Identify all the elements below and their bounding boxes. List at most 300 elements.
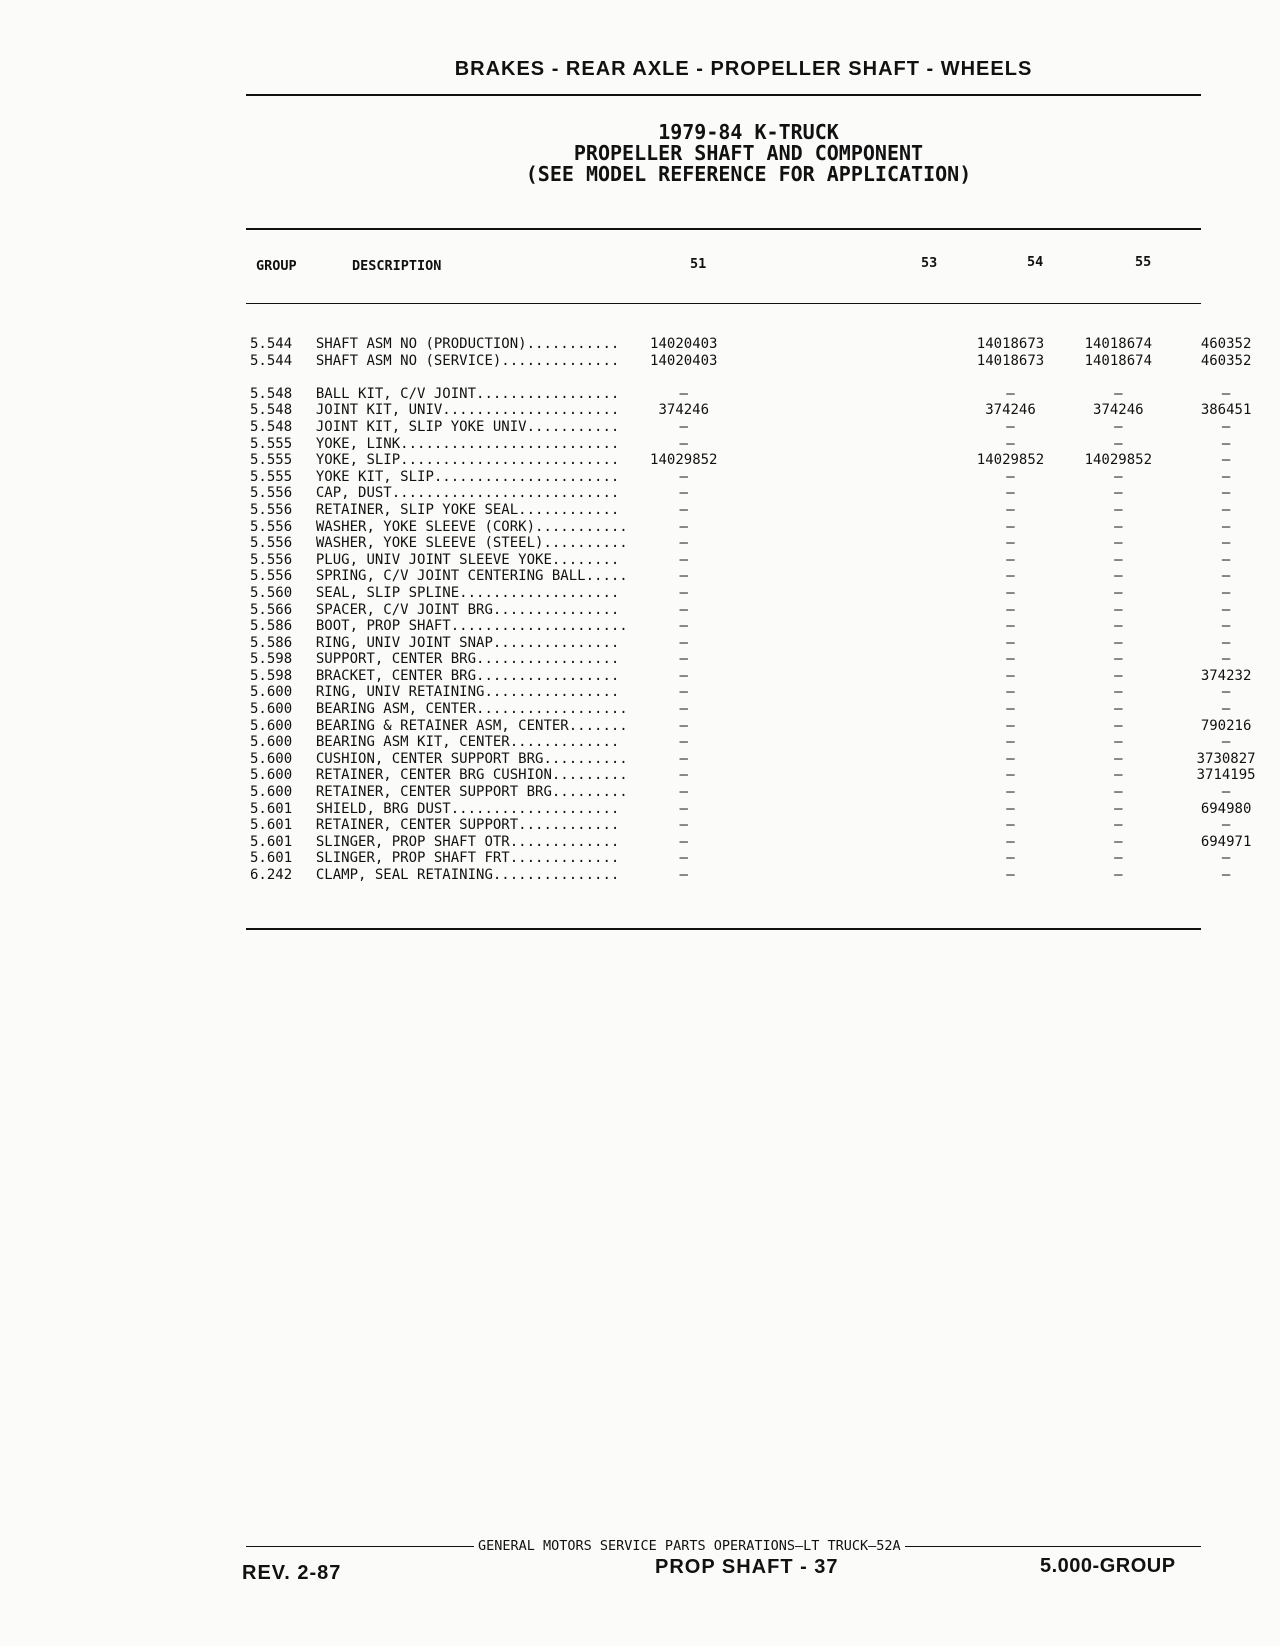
model-51-cell-text: — xyxy=(679,717,688,734)
description-cell xyxy=(316,568,648,585)
description-cell-text: SLINGER, PROP SHAFT FRT............. xyxy=(315,850,620,867)
model-51-cell-text: — xyxy=(679,501,688,518)
model-54-cell-text: — xyxy=(1114,568,1123,585)
group-cell-text: 5.556 xyxy=(250,568,293,585)
description-cell xyxy=(316,767,648,784)
description-cell xyxy=(316,635,648,652)
group-cell xyxy=(250,618,316,635)
model-54-cell xyxy=(1064,668,1172,685)
description-cell-text: RETAINER, CENTER BRG CUSHION......... xyxy=(315,767,628,784)
model-55-cell xyxy=(1172,402,1280,419)
model-55-cell xyxy=(1172,336,1280,353)
model-53-cell xyxy=(957,353,1065,370)
model-51-cell xyxy=(648,784,957,801)
model-54-cell-text: — xyxy=(1114,734,1123,751)
group-cell xyxy=(250,535,316,552)
model-53-cell-text: — xyxy=(1006,667,1015,684)
description-cell-text: BRACKET, CENTER BRG................. xyxy=(315,667,620,684)
model-54-cell-text: — xyxy=(1114,817,1123,834)
table-row xyxy=(250,386,1280,403)
description-cell xyxy=(316,436,648,453)
model-51-cell-text: — xyxy=(679,468,688,485)
col-header-55: 55 xyxy=(1135,254,1152,270)
model-53-cell xyxy=(957,585,1065,602)
model-51-cell-text: — xyxy=(679,518,688,535)
model-53-cell-text: — xyxy=(1006,701,1015,718)
description-cell-text: YOKE, SLIP.......................... xyxy=(315,452,620,469)
col-header-54: 54 xyxy=(1027,254,1044,270)
table-row xyxy=(250,568,1280,585)
model-55-cell xyxy=(1172,469,1280,486)
group-cell-text: 5.600 xyxy=(250,701,293,718)
table-row xyxy=(250,684,1280,701)
model-54-cell xyxy=(1064,618,1172,635)
description-cell-text: SPACER, C/V JOINT BRG............... xyxy=(315,601,620,618)
model-55-cell-text: — xyxy=(1221,418,1231,435)
group-cell xyxy=(250,850,316,867)
model-54-cell-text: 14029852 xyxy=(1084,452,1153,469)
model-51-cell xyxy=(648,635,957,652)
group-cell xyxy=(250,684,316,701)
group-cell xyxy=(250,568,316,585)
model-51-cell-text: — xyxy=(679,667,688,684)
description-cell-text: BOOT, PROP SHAFT..................... xyxy=(315,618,628,635)
model-55-cell xyxy=(1172,834,1280,851)
model-51-cell-text: — xyxy=(679,568,688,585)
model-55-cell xyxy=(1172,701,1280,718)
description-cell-text: BEARING & RETAINER ASM, CENTER....... xyxy=(315,717,628,734)
table-top-rule xyxy=(246,228,1201,230)
model-54-cell-text: — xyxy=(1114,667,1123,684)
model-51-cell-text: 14029852 xyxy=(650,452,718,469)
model-53-cell-text: — xyxy=(1006,833,1015,850)
description-cell xyxy=(316,336,648,353)
description-cell xyxy=(316,353,648,370)
description-cell xyxy=(316,502,648,519)
description-cell xyxy=(316,751,648,768)
group-cell-text: 5.600 xyxy=(250,734,293,751)
model-51-cell xyxy=(648,834,957,851)
page-title xyxy=(246,122,1201,185)
model-51-cell xyxy=(648,552,957,569)
parts-table-body xyxy=(250,336,1280,884)
title-line-1: 1979-84 K-TRUCK xyxy=(658,120,839,144)
model-54-cell-text: — xyxy=(1114,385,1123,402)
model-51-cell-text: — xyxy=(679,551,688,568)
group-cell-text: 5.544 xyxy=(250,352,293,369)
model-53-cell xyxy=(957,568,1065,585)
model-53-cell xyxy=(957,519,1065,536)
table-row xyxy=(250,718,1280,735)
table-bottom-rule xyxy=(246,928,1201,930)
table-row xyxy=(250,353,1280,370)
model-53-cell-text: — xyxy=(1006,817,1015,834)
model-53-cell xyxy=(957,618,1065,635)
group-cell xyxy=(250,734,316,751)
model-53-cell xyxy=(957,684,1065,701)
group-cell xyxy=(250,336,316,353)
group-cell-text: 5.586 xyxy=(250,618,293,635)
description-cell xyxy=(316,867,648,884)
model-54-cell xyxy=(1064,419,1172,436)
model-54-cell xyxy=(1064,585,1172,602)
model-51-cell xyxy=(648,485,957,502)
model-55-cell-text: 3730827 xyxy=(1196,750,1256,767)
description-cell xyxy=(316,834,648,851)
group-cell xyxy=(250,817,316,834)
group-cell-text: 5.601 xyxy=(250,850,293,867)
description-cell-text: SEAL, SLIP SPLINE................... xyxy=(315,584,620,601)
description-cell-text: BEARING ASM KIT, CENTER............. xyxy=(315,734,620,751)
footer-revision: REV. 2-87 xyxy=(242,1562,342,1584)
table-row xyxy=(250,402,1280,419)
model-54-cell xyxy=(1064,602,1172,619)
model-53-cell xyxy=(957,485,1065,502)
model-54-cell-text: — xyxy=(1114,618,1123,635)
model-55-cell-text: — xyxy=(1221,584,1231,601)
description-cell xyxy=(316,801,648,818)
model-54-cell xyxy=(1064,850,1172,867)
description-cell xyxy=(316,817,648,834)
group-cell-text: 5.556 xyxy=(250,501,293,518)
model-51-cell-text: — xyxy=(679,750,688,767)
description-cell xyxy=(316,618,648,635)
model-51-cell-text: — xyxy=(679,800,688,817)
model-53-cell xyxy=(957,718,1065,735)
model-51-cell xyxy=(648,353,957,370)
model-54-cell-text: 374246 xyxy=(1093,402,1144,419)
model-53-cell xyxy=(957,502,1065,519)
model-54-cell-text: — xyxy=(1114,833,1123,850)
model-53-cell-text: — xyxy=(1006,518,1015,535)
model-51-cell xyxy=(648,436,957,453)
col-header-53: 53 xyxy=(921,255,938,271)
group-cell-text: 5.600 xyxy=(250,717,293,734)
model-55-cell-text: — xyxy=(1221,568,1231,585)
description-cell-text: WASHER, YOKE SLEEVE (STEEL).......... xyxy=(315,535,628,552)
model-53-cell xyxy=(957,635,1065,652)
title-line-3: (SEE MODEL REFERENCE FOR APPLICATION) xyxy=(525,162,972,186)
model-53-cell xyxy=(957,668,1065,685)
model-55-cell xyxy=(1172,817,1280,834)
model-53-cell-text: — xyxy=(1006,750,1015,767)
model-53-cell xyxy=(957,651,1065,668)
group-cell-text: 5.566 xyxy=(250,601,293,618)
description-cell-text: RETAINER, CENTER SUPPORT BRG......... xyxy=(315,784,628,801)
model-51-cell xyxy=(648,701,957,718)
description-cell xyxy=(316,552,648,569)
group-cell xyxy=(250,701,316,718)
model-51-cell xyxy=(648,469,957,486)
model-53-cell-text: 14029852 xyxy=(976,452,1045,469)
model-55-cell xyxy=(1172,651,1280,668)
description-cell-text: SUPPORT, CENTER BRG................. xyxy=(315,651,620,668)
model-54-cell-text: — xyxy=(1114,651,1123,668)
col-header-group: GROUP xyxy=(256,258,297,274)
model-51-cell-text: — xyxy=(679,867,688,883)
model-51-cell xyxy=(648,668,957,685)
group-cell-text: 5.598 xyxy=(250,651,293,668)
model-54-cell xyxy=(1064,801,1172,818)
description-cell-text: RING, UNIV RETAINING................ xyxy=(315,684,620,701)
group-cell xyxy=(250,668,316,685)
model-55-cell-text: 460352 xyxy=(1200,352,1252,369)
model-54-cell-text: — xyxy=(1114,435,1123,452)
model-51-cell xyxy=(648,535,957,552)
model-51-cell-text: — xyxy=(679,418,688,435)
group-cell xyxy=(250,552,316,569)
table-row xyxy=(250,485,1280,502)
model-55-cell-text: 3714195 xyxy=(1196,767,1256,784)
description-cell xyxy=(316,386,648,403)
table-row xyxy=(250,618,1280,635)
model-54-cell xyxy=(1064,535,1172,552)
model-51-cell-text: — xyxy=(679,535,688,552)
table-row xyxy=(250,668,1280,685)
description-cell-text: CAP, DUST........................... xyxy=(315,485,620,502)
model-55-cell-text: 694980 xyxy=(1200,800,1252,817)
model-54-cell xyxy=(1064,485,1172,502)
model-53-cell-text: — xyxy=(1006,485,1015,502)
model-51-cell xyxy=(648,651,957,668)
model-54-cell-text: — xyxy=(1114,684,1123,701)
table-row xyxy=(250,419,1280,436)
model-55-cell xyxy=(1172,618,1280,635)
col-header-51: 51 xyxy=(690,256,707,272)
footer-publisher: GENERAL MOTORS SERVICE PARTS OPERATIONS—LT TRUCK—52A xyxy=(474,1538,905,1554)
group-cell xyxy=(250,353,316,370)
table-row xyxy=(250,867,1280,884)
model-55-cell xyxy=(1172,535,1280,552)
model-53-cell-text: — xyxy=(1006,717,1015,734)
model-55-cell xyxy=(1172,602,1280,619)
table-row xyxy=(250,784,1280,801)
description-cell-text: JOINT KIT, UNIV..................... xyxy=(315,402,620,419)
model-53-cell-text: — xyxy=(1006,418,1015,435)
description-cell-text: RETAINER, CENTER SUPPORT............ xyxy=(315,817,620,834)
group-cell-text: 5.601 xyxy=(250,833,293,850)
model-55-cell-text: — xyxy=(1221,651,1231,668)
description-cell xyxy=(316,701,648,718)
table-row xyxy=(250,850,1280,867)
model-54-cell-text: — xyxy=(1114,485,1123,502)
model-55-cell-text: — xyxy=(1221,601,1231,618)
model-51-cell xyxy=(648,336,957,353)
model-55-cell-text: — xyxy=(1221,385,1231,402)
description-cell xyxy=(316,402,648,419)
model-54-cell xyxy=(1064,684,1172,701)
group-cell xyxy=(250,651,316,668)
model-53-cell-text: — xyxy=(1006,551,1015,568)
model-55-cell xyxy=(1172,801,1280,818)
model-53-cell-text: — xyxy=(1006,634,1015,651)
group-cell-text: 5.555 xyxy=(250,468,293,485)
model-53-cell xyxy=(957,767,1065,784)
model-53-cell-text: — xyxy=(1006,734,1015,751)
model-51-cell-text: — xyxy=(679,734,688,751)
group-cell-text: 5.601 xyxy=(250,817,293,834)
model-51-cell-text: — xyxy=(679,385,688,402)
table-row xyxy=(250,469,1280,486)
group-cell xyxy=(250,436,316,453)
description-cell-text: SLINGER, PROP SHAFT OTR............. xyxy=(315,833,620,850)
group-cell-text: 5.555 xyxy=(250,435,293,452)
model-53-cell xyxy=(957,734,1065,751)
description-cell xyxy=(316,651,648,668)
model-54-cell xyxy=(1064,502,1172,519)
model-54-cell-text: — xyxy=(1114,767,1123,784)
table-row xyxy=(250,801,1280,818)
model-54-cell-text: 14018674 xyxy=(1084,336,1153,352)
model-55-cell-text: — xyxy=(1221,485,1231,502)
table-row xyxy=(250,502,1280,519)
model-54-cell xyxy=(1064,436,1172,453)
model-53-cell-text: — xyxy=(1006,468,1015,485)
model-51-cell-text: 374246 xyxy=(658,402,710,419)
table-row xyxy=(250,751,1280,768)
model-54-cell xyxy=(1064,867,1172,884)
group-cell xyxy=(250,585,316,602)
model-53-cell-text: 374246 xyxy=(985,402,1036,419)
model-54-cell xyxy=(1064,751,1172,768)
description-cell xyxy=(316,718,648,735)
model-53-cell-text: — xyxy=(1006,784,1015,801)
table-row xyxy=(250,336,1280,353)
model-51-cell-text: 14020403 xyxy=(650,352,718,369)
model-53-cell xyxy=(957,784,1065,801)
description-cell-text: SHIELD, BRG DUST.................... xyxy=(315,800,620,817)
model-51-cell xyxy=(648,850,957,867)
model-51-cell xyxy=(648,684,957,701)
model-55-cell xyxy=(1172,519,1280,536)
model-54-cell xyxy=(1064,519,1172,536)
model-53-cell-text: — xyxy=(1006,651,1015,668)
model-54-cell xyxy=(1064,353,1172,370)
header-rule xyxy=(246,94,1201,96)
table-row xyxy=(250,767,1280,784)
model-51-cell-text: — xyxy=(679,684,688,701)
model-51-cell-text: — xyxy=(679,485,688,502)
model-55-cell-text: — xyxy=(1221,867,1231,883)
model-55-cell xyxy=(1172,353,1280,370)
model-53-cell-text: — xyxy=(1006,618,1015,635)
group-cell xyxy=(250,784,316,801)
model-53-cell-text: — xyxy=(1006,601,1015,618)
model-55-cell-text: — xyxy=(1221,535,1231,552)
table-row xyxy=(250,552,1280,569)
group-cell xyxy=(250,751,316,768)
model-51-cell xyxy=(648,386,957,403)
group-cell xyxy=(250,867,316,884)
model-55-cell xyxy=(1172,386,1280,403)
model-51-cell xyxy=(648,767,957,784)
model-53-cell xyxy=(957,701,1065,718)
description-cell-text: YOKE KIT, SLIP...................... xyxy=(315,468,620,485)
description-cell-text: CUSHION, CENTER SUPPORT BRG.......... xyxy=(315,750,628,767)
model-55-cell xyxy=(1172,436,1280,453)
model-53-cell-text: 14018673 xyxy=(976,352,1045,369)
model-55-cell-text: — xyxy=(1221,618,1231,635)
group-cell xyxy=(250,767,316,784)
group-cell xyxy=(250,386,316,403)
group-cell-text: 5.555 xyxy=(250,452,293,469)
model-55-cell-text: — xyxy=(1221,551,1231,568)
model-54-cell xyxy=(1064,469,1172,486)
model-51-cell-text: — xyxy=(679,618,688,635)
model-54-cell xyxy=(1064,402,1172,419)
group-cell xyxy=(250,801,316,818)
group-cell-text: 5.556 xyxy=(250,551,293,568)
model-51-cell xyxy=(648,801,957,818)
table-row xyxy=(250,734,1280,751)
model-54-cell-text: — xyxy=(1114,535,1123,552)
group-cell xyxy=(250,452,316,469)
group-cell-text: 5.548 xyxy=(250,418,293,435)
description-cell-text: RETAINER, SLIP YOKE SEAL............ xyxy=(315,501,620,518)
model-54-cell xyxy=(1064,336,1172,353)
table-row xyxy=(250,602,1280,619)
model-54-cell xyxy=(1064,701,1172,718)
model-54-cell-text: — xyxy=(1114,468,1123,485)
model-54-cell-text: — xyxy=(1114,551,1123,568)
group-cell-text: 5.600 xyxy=(250,784,293,801)
model-55-cell xyxy=(1172,867,1280,884)
model-53-cell-text: — xyxy=(1006,501,1015,518)
model-54-cell xyxy=(1064,718,1172,735)
model-51-cell-text: — xyxy=(679,634,688,651)
model-53-cell-text: — xyxy=(1006,867,1015,883)
model-53-cell xyxy=(957,817,1065,834)
model-51-cell xyxy=(648,751,957,768)
model-53-cell-text: — xyxy=(1006,767,1015,784)
description-cell-text: RING, UNIV JOINT SNAP............... xyxy=(315,634,620,651)
model-51-cell xyxy=(648,502,957,519)
model-55-cell xyxy=(1172,552,1280,569)
group-cell xyxy=(250,419,316,436)
model-54-cell xyxy=(1064,386,1172,403)
model-55-cell xyxy=(1172,767,1280,784)
parts-table xyxy=(250,336,1280,884)
model-55-cell-text: — xyxy=(1221,501,1231,518)
model-51-cell-text: — xyxy=(679,767,688,784)
model-54-cell-text: — xyxy=(1114,800,1123,817)
table-row xyxy=(250,817,1280,834)
description-cell xyxy=(316,784,648,801)
description-cell xyxy=(316,734,648,751)
model-51-cell xyxy=(648,817,957,834)
model-53-cell xyxy=(957,436,1065,453)
footer-page-number: PROP SHAFT - 37 xyxy=(655,1556,839,1578)
group-cell-text: 5.560 xyxy=(250,584,293,601)
footer-group: 5.000-GROUP xyxy=(1040,1555,1176,1577)
model-55-cell-text: — xyxy=(1221,468,1231,485)
model-51-cell xyxy=(648,568,957,585)
model-55-cell-text: 790216 xyxy=(1200,717,1252,734)
model-55-cell xyxy=(1172,718,1280,735)
table-row xyxy=(250,651,1280,668)
row-spacer xyxy=(250,369,1280,386)
title-line-2: PROPELLER SHAFT AND COMPONENT xyxy=(573,141,924,165)
group-cell-text: 5.600 xyxy=(250,750,293,767)
model-53-cell xyxy=(957,419,1065,436)
model-54-cell-text: — xyxy=(1114,584,1123,601)
model-55-cell xyxy=(1172,668,1280,685)
group-cell-text: 5.600 xyxy=(250,684,293,701)
model-51-cell-text: — xyxy=(679,601,688,618)
model-53-cell xyxy=(957,850,1065,867)
description-cell xyxy=(316,535,648,552)
model-53-cell xyxy=(957,386,1065,403)
